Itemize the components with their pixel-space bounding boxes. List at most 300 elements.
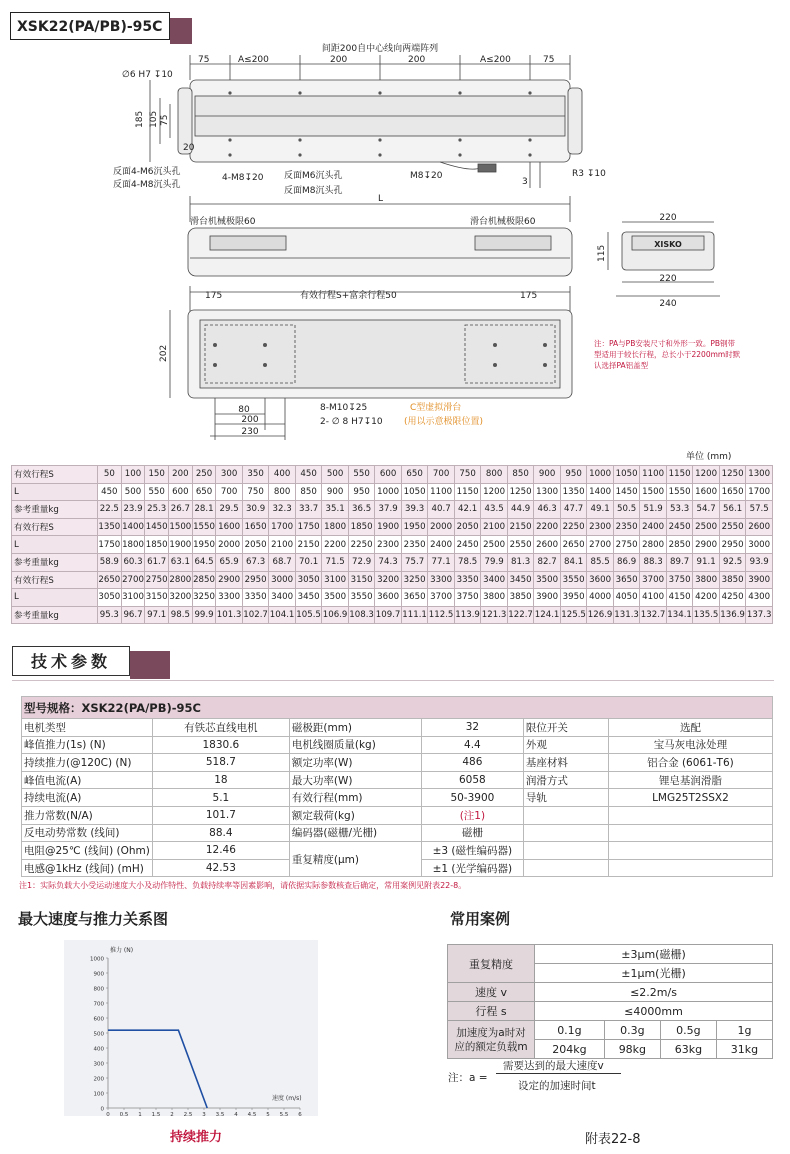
spec-title: 型号规格：XSK22(PA/PB)-95C: [22, 697, 773, 719]
dim-table-cell: 4000: [587, 589, 614, 607]
y-tick-label: 100: [93, 1091, 104, 1098]
dim-table-cell: 2250: [560, 518, 587, 536]
dim-table-cell: 36.5: [348, 501, 375, 519]
dim-table-cell: 29.5: [216, 501, 243, 519]
dim-table-cell: 1250: [719, 466, 746, 484]
dim-table-row-header: 参考重量kg: [12, 501, 98, 519]
formula-numerator: 需要达到的最大速度v: [503, 1060, 604, 1072]
spec-row: [22, 789, 773, 807]
repeat-label: 重复精度: [448, 945, 535, 983]
dim-table-cell: 2150: [507, 518, 534, 536]
dim-table-cell: 2650: [560, 536, 587, 554]
dim-table-cell: 106.9: [322, 606, 349, 624]
dim-table-cell: 60.3: [121, 553, 145, 571]
dim-table-cell: 1000: [375, 483, 402, 501]
dim-table-cell: 40.7: [428, 501, 455, 519]
dim-table-cell: 100: [121, 466, 145, 484]
dim-table-cell: 2200: [534, 518, 561, 536]
dim-table-cell: 57.5: [746, 501, 773, 519]
dim-table-row: [12, 571, 773, 589]
spec-cell: 外观: [523, 736, 608, 754]
dim-table-cell: 3850: [507, 589, 534, 607]
dim-table-cell: 3450: [295, 589, 322, 607]
speed-label: 速度 v: [448, 983, 535, 1002]
dim-table-cell: 135.5: [693, 606, 720, 624]
label-m10: 8-M10↧25: [320, 403, 368, 413]
dim-table-cell: 46.3: [534, 501, 561, 519]
dim-table-cell: 4050: [613, 589, 640, 607]
dim-table-cell: 96.7: [121, 606, 145, 624]
dim-table-cell: 2700: [587, 536, 614, 554]
dim-table-cell: 1450: [145, 518, 169, 536]
dim-table-cell: 3350: [242, 589, 269, 607]
c-slide-note-2: (用以示意极限位置): [404, 417, 484, 427]
dim-table-cell: 2100: [269, 536, 296, 554]
dim-table-cell: 1700: [746, 483, 773, 501]
x-tick-label: 6: [298, 1112, 302, 1116]
dim-table-cell: 84.1: [560, 553, 587, 571]
dim-table-cell: 250: [192, 466, 216, 484]
dim-table-cell: 2800: [640, 536, 667, 554]
spec-row: [22, 736, 773, 754]
dim-table-cell: 22.5: [98, 501, 122, 519]
pa-pb-note: 注：PA与PB安装尺寸和外形一致。PB钢带型适用于较长行程，总长小于2200mm时默认选择PA铝盖型: [594, 339, 741, 370]
dim-table-cell: 79.9: [481, 553, 508, 571]
x-tick-label: 0.5: [119, 1112, 129, 1116]
dim-table-cell: 850: [295, 483, 322, 501]
dim-table-cell: 2600: [534, 536, 561, 554]
dim-table-cell: 2800: [169, 571, 193, 589]
dim-table-cell: 1150: [666, 466, 693, 484]
label-m8-20-right: M8↧20: [410, 171, 443, 181]
dim-table-cell: 1800: [121, 536, 145, 554]
label-r3: R3 ↧10: [572, 169, 606, 179]
dim-220-bottom: 220: [659, 274, 677, 284]
dim-table-row-header: 有效行程S: [12, 466, 98, 484]
label-m8-20: 4-M8↧20: [222, 173, 264, 183]
dim-table-cell: 2950: [719, 536, 746, 554]
dim-table-cell: 108.3: [348, 606, 375, 624]
spec-cell: 额定功率(W): [289, 754, 421, 772]
dim-table-cell: 32.3: [269, 501, 296, 519]
label-face-m6: 反面M6沉头孔: [284, 171, 343, 181]
cases-table: [447, 944, 773, 1059]
dim-105: 105: [149, 110, 159, 128]
dim-table-row: [12, 606, 773, 624]
dim-230: 230: [241, 427, 259, 437]
spec-cell: LMG25T2SSX2: [608, 789, 772, 807]
dim-table-cell: 61.7: [145, 553, 169, 571]
dim-table-cell: 3150: [145, 589, 169, 607]
dim-table-cell: 4300: [746, 589, 773, 607]
dim-table-row-header: 参考重量kg: [12, 606, 98, 624]
dim-table-cell: 3900: [746, 571, 773, 589]
dim-table-cell: 67.3: [242, 553, 269, 571]
spec-row: [22, 824, 773, 842]
spec-cell: 编码器(磁栅/光栅): [289, 824, 421, 842]
dim-table-cell: 70.1: [295, 553, 322, 571]
dim-table-cell: 54.7: [693, 501, 720, 519]
dim-table-cell: 101.3: [216, 606, 243, 624]
dim-table-cell: 33.7: [295, 501, 322, 519]
spec-cell: 峰值电流(A): [22, 771, 153, 789]
dim-table-cell: 350: [242, 466, 269, 484]
x-tick-label: 1.5: [151, 1112, 161, 1116]
dim-table-cell: 2850: [666, 536, 693, 554]
dim-220-top: 220: [659, 213, 677, 223]
dim-table-cell: 3350: [454, 571, 481, 589]
dim-table-cell: 39.3: [401, 501, 428, 519]
load-cell: 63kg: [660, 1040, 716, 1059]
spec-cell: 32: [421, 719, 523, 737]
spec-cell: 推力常数(N/A): [22, 806, 153, 824]
dim-table-cell: 1900: [375, 518, 402, 536]
dim-table-cell: 2450: [454, 536, 481, 554]
dim-table-cell: 2700: [121, 571, 145, 589]
y-tick-label: 300: [93, 1061, 104, 1068]
formula-prefix: 注：a =: [448, 1072, 488, 1084]
dim-table-cell: 137.3: [746, 606, 773, 624]
dim-table-cell: 300: [216, 466, 243, 484]
series-line: [108, 1030, 207, 1108]
slide-limit-right: 滑台机械极限60: [470, 217, 536, 227]
stroke-label: 行程 s: [448, 1002, 535, 1021]
spec-cell: ±3 (磁性编码器): [421, 842, 523, 860]
dim-table-cell: 3150: [348, 571, 375, 589]
formula-denominator: 设定的加速时间t: [518, 1080, 596, 1092]
dim-table-cell: 105.5: [295, 606, 322, 624]
spec-cell: 50-3900: [421, 789, 523, 807]
accel-cell: 0.3g: [604, 1021, 660, 1040]
accel-label: [448, 1021, 535, 1059]
dim-table-cell: 3900: [534, 589, 561, 607]
dim-table-cell: 900: [322, 483, 349, 501]
spec-row: [22, 771, 773, 789]
dim-table-cell: 3650: [613, 571, 640, 589]
dim-table-cell: 4200: [693, 589, 720, 607]
spec-cell: 磁栅: [421, 824, 523, 842]
dim-table-cell: 3000: [746, 536, 773, 554]
dim-table-cell: 2900: [216, 571, 243, 589]
x-tick-label: 5: [266, 1112, 270, 1116]
load-cell: 98kg: [604, 1040, 660, 1059]
label-8h7: 2- ∅ 8 H7↧10: [320, 417, 383, 427]
dim-table-cell: 1850: [145, 536, 169, 554]
dim-table-cell: 3950: [560, 589, 587, 607]
accel-cell: 0.5g: [660, 1021, 716, 1040]
dim-table-cell: 2850: [192, 571, 216, 589]
dim-table-cell: 2900: [693, 536, 720, 554]
spec-cell: ±1 (光学编码器): [421, 859, 523, 877]
y-tick-label: 900: [93, 971, 104, 978]
accel-cell: 1g: [716, 1021, 772, 1040]
dim-table-row-header: L: [12, 589, 98, 607]
dim-table-cell: 3250: [192, 589, 216, 607]
dim-table-cell: 1350: [560, 483, 587, 501]
dim-table-cell: 126.9: [587, 606, 614, 624]
dim-table-cell: 109.7: [375, 606, 402, 624]
spec-cell: 电机类型: [22, 719, 153, 737]
dim-table-cell: 1200: [481, 483, 508, 501]
dim-table-cell: 3200: [375, 571, 402, 589]
dim-table-cell: 51.9: [640, 501, 667, 519]
dim-table-cell: 81.3: [507, 553, 534, 571]
dim-table-cell: 26.7: [169, 501, 193, 519]
dim-table-cell: 102.7: [242, 606, 269, 624]
footer-label: 附表22-8: [585, 1132, 641, 1147]
dim-table-cell: 2550: [719, 518, 746, 536]
spec-row: [22, 806, 773, 824]
dim-table-cell: 2600: [746, 518, 773, 536]
dim-table-cell: 550: [348, 466, 375, 484]
spec-cell: 电机线圈质量(kg): [289, 736, 421, 754]
dim-table-cell: 95.3: [98, 606, 122, 624]
dim-table-row-header: 有效行程S: [12, 518, 98, 536]
dim-table-row-header: 参考重量kg: [12, 553, 98, 571]
dim-table-cell: 2000: [428, 518, 455, 536]
spec-cell: 铝合金 (6061-T6): [608, 754, 772, 772]
spec-cell: 宝马灰电泳处理: [608, 736, 772, 754]
dim-table-cell: 1100: [428, 483, 455, 501]
dim-table-cell: 1050: [401, 483, 428, 501]
y-tick-label: 600: [93, 1016, 104, 1023]
dim-table-cell: 65.9: [216, 553, 243, 571]
dim-table-cell: 1000: [587, 466, 614, 484]
dim-table-cell: 28.1: [192, 501, 216, 519]
dim-table-cell: 950: [560, 466, 587, 484]
dim-table-cell: 2300: [375, 536, 402, 554]
dim-table-cell: 136.9: [719, 606, 746, 624]
dim-table-cell: 1650: [719, 483, 746, 501]
dim-table-cell: 3200: [169, 589, 193, 607]
dim-table-cell: 700: [216, 483, 243, 501]
dim-table-cell: 1600: [693, 483, 720, 501]
dim-table-row-header: L: [12, 536, 98, 554]
speed-thrust-chart: [64, 940, 318, 1116]
dim-table-row: [12, 553, 773, 571]
dim-table-cell: 3650: [401, 589, 428, 607]
spec-cell: 101.7: [152, 806, 289, 824]
spec-row: [22, 754, 773, 772]
dim-table-cell: 77.1: [428, 553, 455, 571]
dim-table-cell: 600: [375, 466, 402, 484]
dim-table-cell: 3400: [269, 589, 296, 607]
dim-table-cell: 2550: [507, 536, 534, 554]
dim-80: 80: [238, 405, 250, 415]
dim-table-row: [12, 589, 773, 607]
dim-table-cell: 650: [192, 483, 216, 501]
x-tick-label: 1: [138, 1112, 142, 1116]
dim-table-cell: 1250: [507, 483, 534, 501]
load-cell: 204kg: [535, 1040, 605, 1059]
y-tick-label: 800: [93, 986, 104, 993]
dim-table-cell: 700: [428, 466, 455, 484]
dim-table-cell: 47.7: [560, 501, 587, 519]
spec-cell: 5.1: [152, 789, 289, 807]
dim-table-cell: 3800: [693, 571, 720, 589]
dim-table-cell: 1650: [242, 518, 269, 536]
dim-table-cell: 1500: [640, 483, 667, 501]
spec-cell: 导轨: [523, 789, 608, 807]
speed-value: ≤2.2m/s: [535, 983, 773, 1002]
dim-table-cell: 1550: [666, 483, 693, 501]
dim-table-cell: 1950: [192, 536, 216, 554]
dim-table-cell: 1200: [693, 466, 720, 484]
spec-cell: 锂皂基润滑脂: [608, 771, 772, 789]
spec-cell: 有效行程(mm): [289, 789, 421, 807]
dim-table-cell: 97.1: [145, 606, 169, 624]
y-axis-label: 推力 (N): [110, 947, 134, 954]
dim-table-cell: 89.7: [666, 553, 693, 571]
formula-fraction-bar: [496, 1073, 621, 1074]
dim-table-cell: 1750: [295, 518, 322, 536]
dim-table-cell: 400: [269, 466, 296, 484]
dim-table-cell: 1450: [613, 483, 640, 501]
dim-table-cell: 111.1: [401, 606, 428, 624]
dim-table-cell: 4150: [666, 589, 693, 607]
spec-cell: 额定载荷(kg): [289, 806, 421, 824]
dim-table-cell: 900: [534, 466, 561, 484]
dim-table-cell: 3300: [216, 589, 243, 607]
dim-table-cell: 850: [507, 466, 534, 484]
spec-cell: 润滑方式: [523, 771, 608, 789]
dim-table-cell: 2150: [295, 536, 322, 554]
dim-table-cell: 4250: [719, 589, 746, 607]
dim-table-cell: 2100: [481, 518, 508, 536]
model-header: XSK22(PA/PB)-95C: [10, 12, 170, 40]
dim-table-cell: 2500: [693, 518, 720, 536]
dim-table-cell: 1750: [98, 536, 122, 554]
spec-cell: 518.7: [152, 754, 289, 772]
dim-table-cell: 1550: [192, 518, 216, 536]
dim-table-cell: 132.7: [640, 606, 667, 624]
dim-table-cell: 1600: [216, 518, 243, 536]
dim-table-cell: 30.9: [242, 501, 269, 519]
dim-table-cell: 800: [269, 483, 296, 501]
dim-table-row-header: L: [12, 483, 98, 501]
dim-table-cell: 550: [145, 483, 169, 501]
dim-table-cell: 113.9: [454, 606, 481, 624]
unit-label: 单位 (mm): [686, 452, 732, 462]
dim-table-cell: 2750: [145, 571, 169, 589]
dim-table-cell: 2350: [401, 536, 428, 554]
spec-cell: 峰值推力(1s) (N): [22, 736, 153, 754]
dim-table-cell: 450: [295, 466, 322, 484]
slide-limit-left: 滑台机械极限60: [190, 217, 256, 227]
dim-table-cell: 2950: [242, 571, 269, 589]
label-3: 3: [522, 177, 528, 187]
dim-table-cell: 3300: [428, 571, 455, 589]
dim-table-cell: 122.7: [507, 606, 534, 624]
dim-table-row: [12, 501, 773, 519]
dim-table-cell: 53.3: [666, 501, 693, 519]
dim-table-cell: 3250: [401, 571, 428, 589]
dim-table-cell: 1100: [640, 466, 667, 484]
spec-cell: 42.53: [152, 859, 289, 877]
dim-table-cell: 75.7: [401, 553, 428, 571]
label-m8-back: 反面4-M8沉头孔: [113, 180, 181, 190]
dim-table-cell: 1150: [454, 483, 481, 501]
note-1: 注1：实际负载大小受运动速度大小及动作特性、负载持续率等因素影响，请依据实际参数核查后确定，常用案例见附表22-8。: [19, 881, 467, 890]
dim-table-cell: 1300: [534, 483, 561, 501]
dim-table-cell: 150: [145, 466, 169, 484]
dim-table-cell: 1050: [613, 466, 640, 484]
dim-table-cell: 93.9: [746, 553, 773, 571]
dim-table-cell: 71.5: [322, 553, 349, 571]
dim-75-right: 75: [543, 55, 555, 65]
spec-cell: 磁极距(mm): [289, 719, 421, 737]
spec-cell: 12.46: [152, 842, 289, 860]
dim-table-cell: 1400: [587, 483, 614, 501]
chart-title: 最大速度与推力关系图: [18, 910, 169, 928]
dim-table-cell: 25.3: [145, 501, 169, 519]
dim-table-row: [12, 483, 773, 501]
dim-table-cell: 3450: [507, 571, 534, 589]
dim-table-row: [12, 466, 773, 484]
dim-200-a: 200: [330, 55, 348, 65]
dim-175-right: 175: [520, 291, 538, 301]
dim-table-cell: 1800: [322, 518, 349, 536]
chart-container: [64, 940, 318, 1116]
dim-75-side: 75: [160, 114, 170, 126]
dim-a-right: A≤200: [480, 55, 511, 65]
repeat-2: ±1μm(光栅): [535, 964, 773, 983]
accel-label-line-1: 加速度为a时对: [456, 1026, 526, 1039]
dim-table-cell: 3850: [719, 571, 746, 589]
engineering-drawing: [60, 40, 780, 440]
dim-table-cell: 2000: [216, 536, 243, 554]
dim-table-cell: 3100: [121, 589, 145, 607]
x-tick-label: 5.5: [279, 1112, 289, 1116]
dim-table-cell: 23.9: [121, 501, 145, 519]
dim-table-cell: 42.1: [454, 501, 481, 519]
dim-table-cell: 3700: [428, 589, 455, 607]
dim-table-cell: 3600: [375, 589, 402, 607]
dim-table-cell: 3750: [454, 589, 481, 607]
load-cell: 31kg: [716, 1040, 772, 1059]
dim-table-cell: 3700: [640, 571, 667, 589]
spec-cell: 18: [152, 771, 289, 789]
spec-cell: 486: [421, 754, 523, 772]
dim-table-cell: 500: [322, 466, 349, 484]
dim-table-cell: 2300: [587, 518, 614, 536]
accel-cell: 0.1g: [535, 1021, 605, 1040]
dim-table-cell: 37.9: [375, 501, 402, 519]
dim-table-cell: 2050: [454, 518, 481, 536]
dim-table-cell: 750: [242, 483, 269, 501]
dim-table-cell: 600: [169, 483, 193, 501]
dim-table-cell: 1350: [98, 518, 122, 536]
dim-table-cell: 82.7: [534, 553, 561, 571]
dim-table-cell: 650: [401, 466, 428, 484]
end-view-logo: XISKO: [654, 240, 682, 249]
drawing-top-note: 间距200自中心线向两端阵列: [321, 44, 439, 54]
dim-table-cell: 64.5: [192, 553, 216, 571]
dim-75-left: 75: [198, 55, 210, 65]
dim-table-cell: 1850: [348, 518, 375, 536]
dim-table-cell: 2200: [322, 536, 349, 554]
spec-cell: 有铁芯直线电机: [152, 719, 289, 737]
stroke-value: ≤4000mm: [535, 1002, 773, 1021]
dim-table-cell: 2650: [98, 571, 122, 589]
dim-240: 240: [659, 299, 677, 309]
dim-table-cell: 92.5: [719, 553, 746, 571]
dim-table-cell: 72.9: [348, 553, 375, 571]
dim-table-cell: 86.9: [613, 553, 640, 571]
x-tick-label: 4: [234, 1112, 238, 1116]
spec-cell: 1830.6: [152, 736, 289, 754]
dim-table-cell: 2350: [613, 518, 640, 536]
